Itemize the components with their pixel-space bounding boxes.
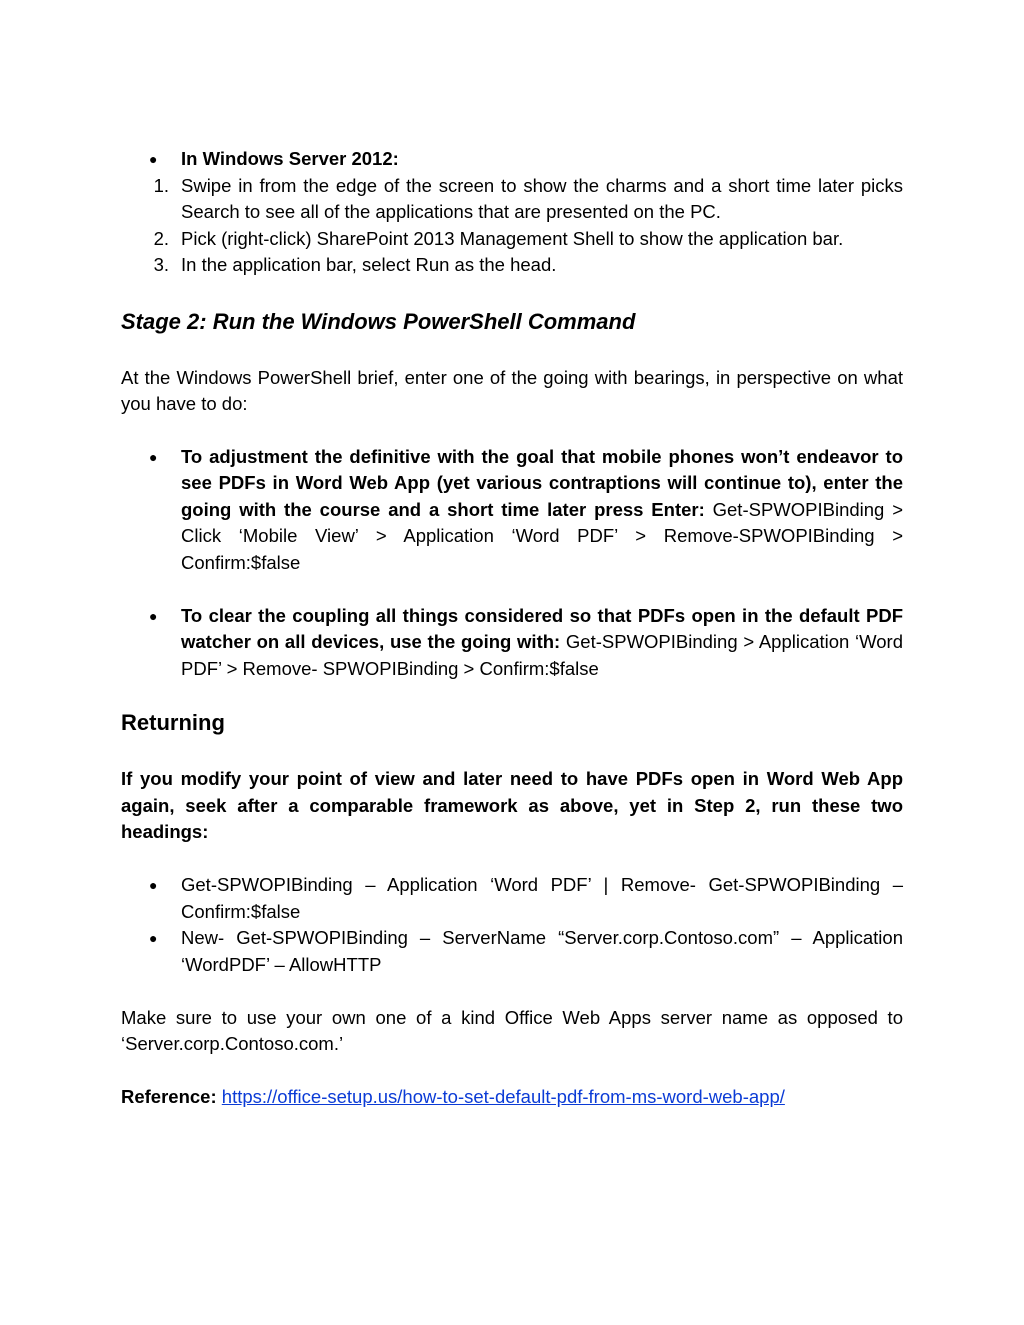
stage2-intro: At the Windows PowerShell brief, enter one of the going with bearings, in perspective on what you have to do: xyxy=(121,366,903,414)
instruction-text: To adjustment the definitive with the goal that mobile phones won’t endeavor to see PDFs in Word Web App (yet various contraptions will continue to), enter the going with the course and a short time later press Enter: xyxy=(181,445,903,520)
stage2-bullet-list xyxy=(121,444,903,683)
server-name-note: Make sure to use your own one of a kind Office Web Apps server name as opposed to ‘Server.corp.Contoso.com.’ xyxy=(121,1006,903,1054)
returning-heading: Returning xyxy=(121,710,225,735)
list-item xyxy=(121,444,903,577)
bullet-heading: In Windows Server 2012: xyxy=(181,148,399,169)
returning-bullet-list xyxy=(121,872,903,978)
step-text: Swipe in from the edge of the screen to show the charms and a short time later picks Search to see all of the applications that are presented on the PC. xyxy=(181,174,903,222)
command-text: New- Get-SPWOPIBinding – ServerName “Server.corp.Contoso.com” – Application ‘WordPDF’ – AllowHTTP xyxy=(181,927,903,975)
step-number: 2. xyxy=(153,227,169,249)
list-item xyxy=(121,146,903,173)
bullet-icon: ● xyxy=(149,448,158,465)
reference-link[interactable]: https://office-setup.us/how-to-set-default-pdf-from-ms-word-web-app/ xyxy=(221,1086,785,1107)
list-item xyxy=(121,925,903,978)
list-item xyxy=(121,872,903,925)
reference-label: Reference: xyxy=(121,1086,217,1107)
returning-intro: If you modify your point of view and later need to have PDFs open in Word Web App again, seek after a comparable framework as above, yet in Step 2, run these two headings: xyxy=(121,768,903,842)
step-number: 1. xyxy=(153,174,169,196)
list-item xyxy=(121,252,903,279)
command-text: Get-SPWOPIBinding > Application ‘Word PDF’ > Remove- SPWOPIBinding > Confirm:$false xyxy=(181,631,904,679)
bullet-icon: ● xyxy=(149,607,158,624)
command-text: Get-SPWOPIBinding – Application ‘Word PDF’ | Remove- Get-SPWOPIBinding – Confirm:$false xyxy=(181,874,903,922)
command-text: Get-SPWOPIBinding > Click ‘Mobile View’ > Application ‘Word PDF’ > Remove-SPWOPIBinding > Confirm:$false xyxy=(181,498,903,573)
step-text: Pick (right-click) SharePoint 2013 Management Shell to show the application bar. xyxy=(181,227,844,249)
document-page xyxy=(121,146,903,1111)
stage1-steps-list xyxy=(121,173,903,279)
bullet-icon: ● xyxy=(149,151,158,167)
instruction-text: To clear the coupling all things considered so that PDFs open in the default PDF watcher on all devices, use the going with: xyxy=(181,604,903,652)
list-item xyxy=(121,226,903,253)
stage2-heading: Stage 2: Run the Windows PowerShell Command xyxy=(121,308,636,334)
stage1-bullet-list xyxy=(121,146,903,173)
bullet-icon: ● xyxy=(149,877,158,893)
reference-line xyxy=(121,1084,903,1111)
step-text: In the application bar, select Run as the head. xyxy=(181,254,557,275)
bullet-icon: ● xyxy=(149,930,158,946)
list-item xyxy=(121,173,903,226)
step-number: 3. xyxy=(153,254,169,275)
list-item xyxy=(121,603,903,683)
